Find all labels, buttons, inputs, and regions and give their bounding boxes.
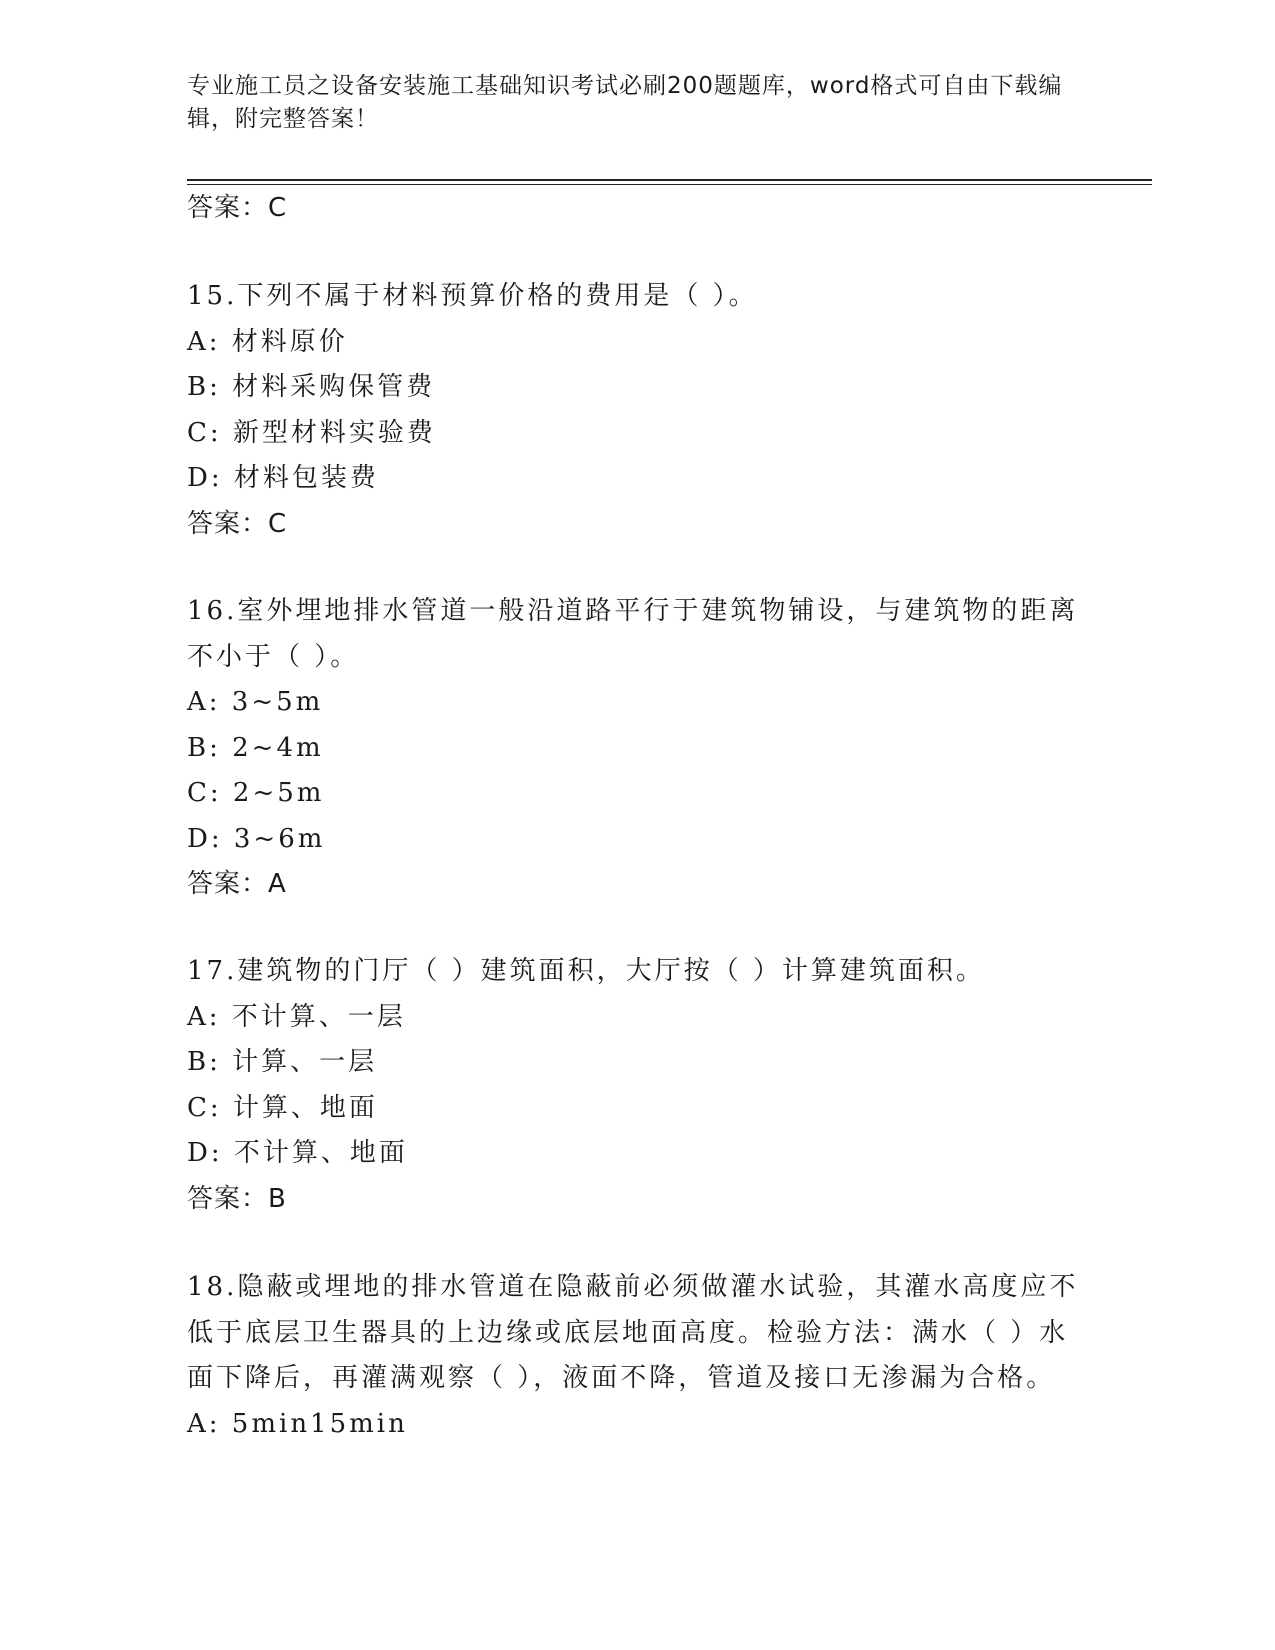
option-d: D: 材料包装费	[187, 463, 379, 493]
option-d: D: 不计算、地面	[187, 1138, 408, 1168]
question-text: 18.隐蔽或埋地的排水管道在隐蔽前必须做灌水试验，其灌水高度应不低于底层卫生器具的上边缘或底层地面高度。检验方法：满水（ ）水面下降后，再灌满观察（ ），液面不降，管道及接口无渗漏为合格。	[187, 1272, 1079, 1393]
option-b: B: 材料采购保管费	[187, 372, 436, 402]
question-text: 17.建筑物的门厅（ ）建筑面积，大厅按（ ）计算建筑面积。	[187, 956, 985, 986]
answer-line: 答案：B	[187, 1183, 287, 1214]
previous-answer-block	[187, 186, 1087, 232]
option-b: B: 2~4m	[187, 732, 324, 763]
question-15	[187, 274, 1087, 547]
option-d: D: 3~6m	[187, 823, 326, 854]
question-18	[187, 1265, 1087, 1447]
option-a: A: 5min15min	[187, 1408, 408, 1439]
document-header: 专业施工员之设备安装施工基础知识考试必刷200题题库，word格式可自由下载编辑，附完整答案！	[187, 73, 1063, 132]
option-b: B: 计算、一层	[187, 1047, 378, 1077]
answer-line: 答案：C	[187, 508, 288, 539]
option-a: A: 3~5m	[187, 687, 324, 717]
question-text: 16.室外埋地排水管道一般沿道路平行于建筑物铺设，与建筑物的距离不小于（ ）。	[187, 596, 1079, 672]
question-16	[187, 589, 1087, 908]
question-text: 15.下列不属于材料预算价格的费用是（ ）。	[187, 281, 758, 311]
header-rule-thick	[187, 179, 1152, 181]
option-c: C: 2~5m	[187, 778, 325, 808]
option-c: C: 新型材料实验费	[187, 417, 436, 448]
option-a: A: 材料原价	[187, 326, 348, 357]
question-17	[187, 949, 1087, 1222]
header-rule-thin	[187, 184, 1152, 185]
option-a: A: 不计算、一层	[187, 1001, 406, 1032]
answer-line: 答案：C	[187, 193, 288, 223]
option-c: C: 计算、地面	[187, 1092, 378, 1123]
answer-line: 答案：A	[187, 869, 287, 899]
